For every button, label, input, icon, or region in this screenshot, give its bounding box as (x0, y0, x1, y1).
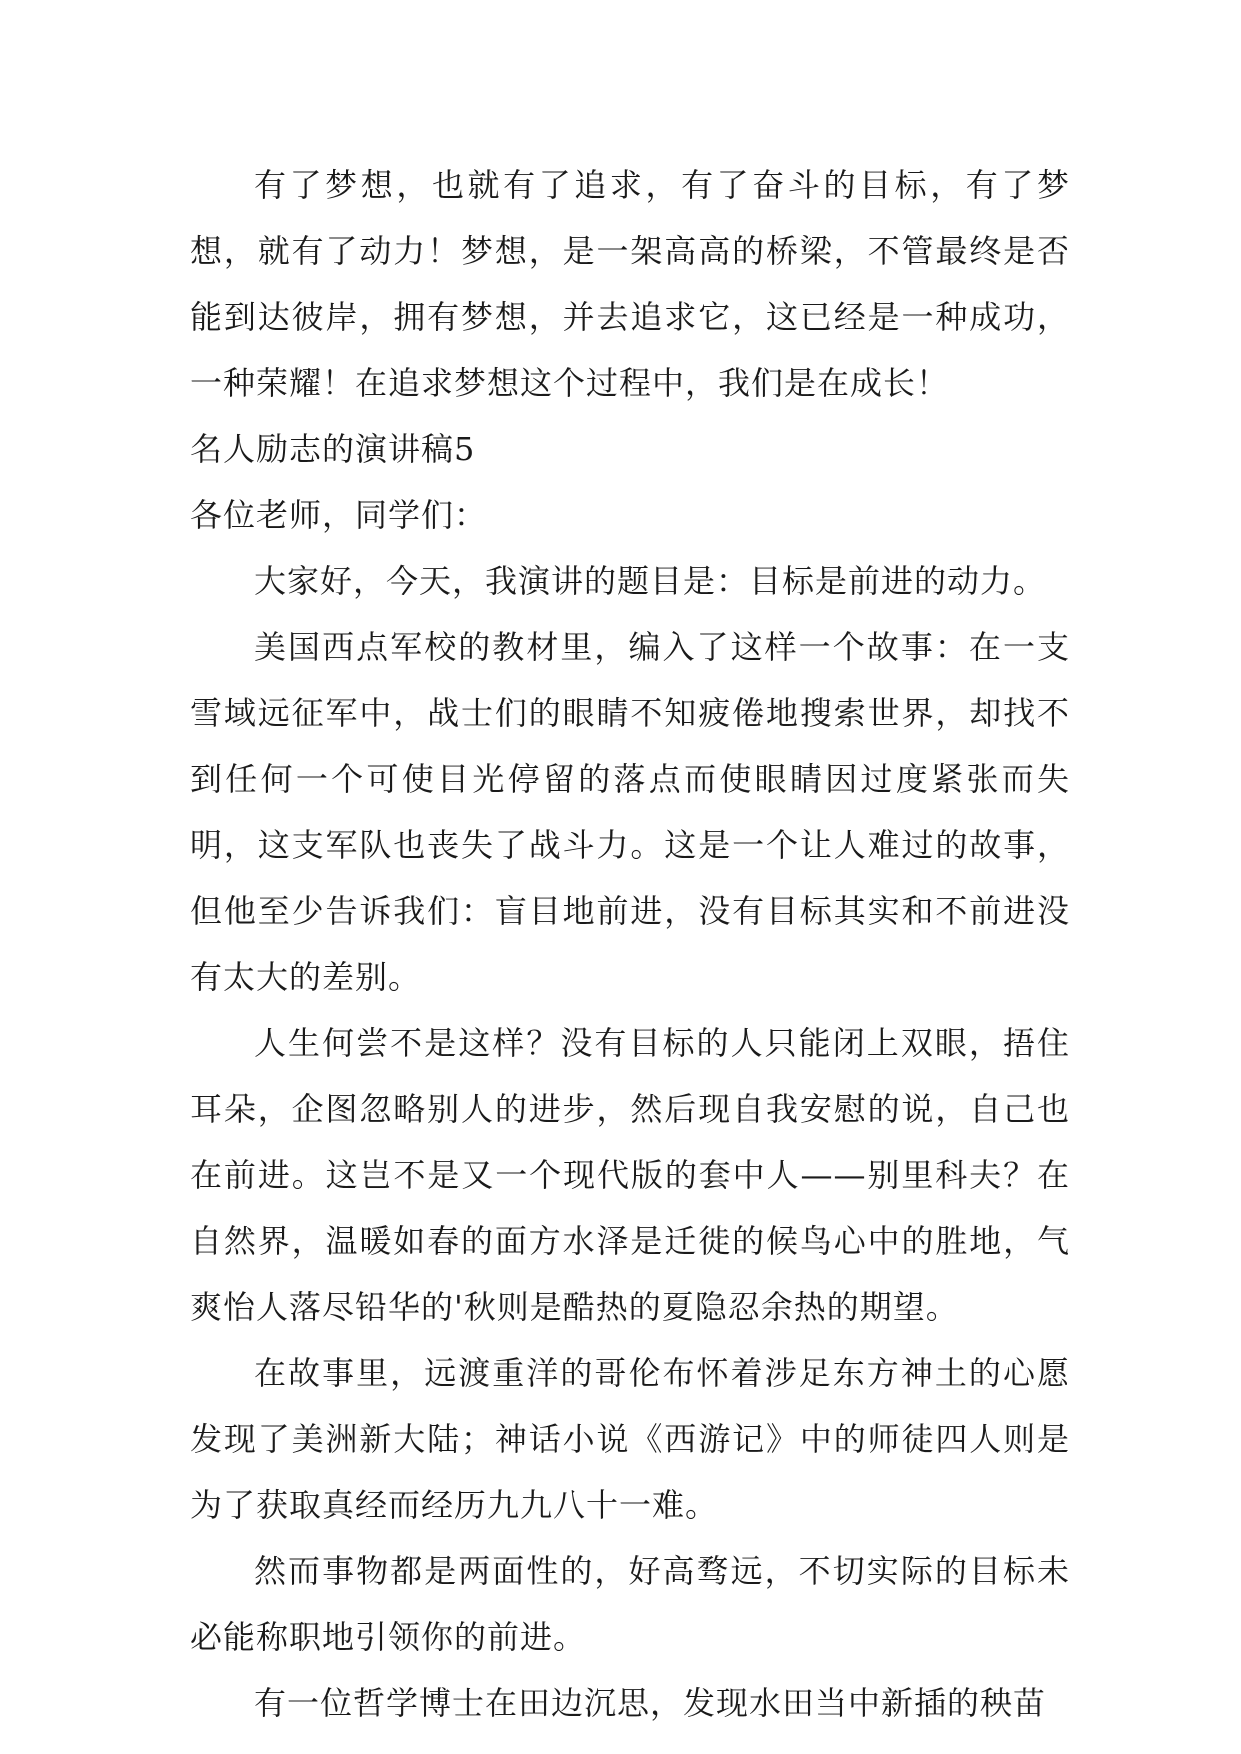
paragraph-greeting: 大家好，今天，我演讲的题目是：目标是前进的动力。 (254, 562, 1047, 600)
paragraph-philosopher: 有一位哲学博士在田边沉思，发现水田当中新插的秧苗 (254, 1684, 1047, 1722)
paragraph-two-sides: 然而事物都是两面性的，好高骛远，不切实际的目标未必能称职地引领你的前进。 (190, 1552, 1070, 1656)
paragraph-westpoint-story: 美国西点军校的教材里，编入了这样一个故事：在一支雪域远征军中，战士们的眼睛不知疲倦地搜索世界，却找不到任何一个可使目光停留的落点而使眼睛因过度紧张而失明，这支军队也丧失了战斗力。这是一个让人难过的故事，但他至少告诉我们：盲目地前进，没有目标其实和不前进没有太大的差别。 (190, 628, 1070, 996)
section-heading: 名人励志的演讲稿5 (190, 430, 476, 468)
paragraph-columbus: 在故事里，远渡重洋的哥伦布怀着涉足东方神土的心愿发现了美洲新大陆；神话小说《西游记》中的师徒四人则是为了获取真经而经历九九八十一难。 (190, 1354, 1070, 1524)
paragraph-life-goals: 人生何尝不是这样？没有目标的人只能闭上双眼，捂住耳朵，企图忽略别人的进步，然后现自我安慰的说，自己也在前进。这岂不是又一个现代版的套中人——别里科夫？在自然界，温暖如春的面方水泽是迁徙的候鸟心中的胜地，气爽怡人落尽铅华的'秋则是酷热的夏隐忍余热的期望。 (190, 1024, 1070, 1326)
paragraph-dream: 有了梦想，也就有了追求，有了奋斗的目标，有了梦想，就有了动力！梦想，是一架高高的桥梁，不管最终是否能到达彼岸，拥有梦想，并去追求它，这已经是一种成功，一种荣耀！在追求梦想这个过程中，我们是在成长！ (190, 166, 1070, 402)
salutation: 各位老师，同学们： (190, 496, 488, 534)
document-body (190, 152, 1070, 1736)
